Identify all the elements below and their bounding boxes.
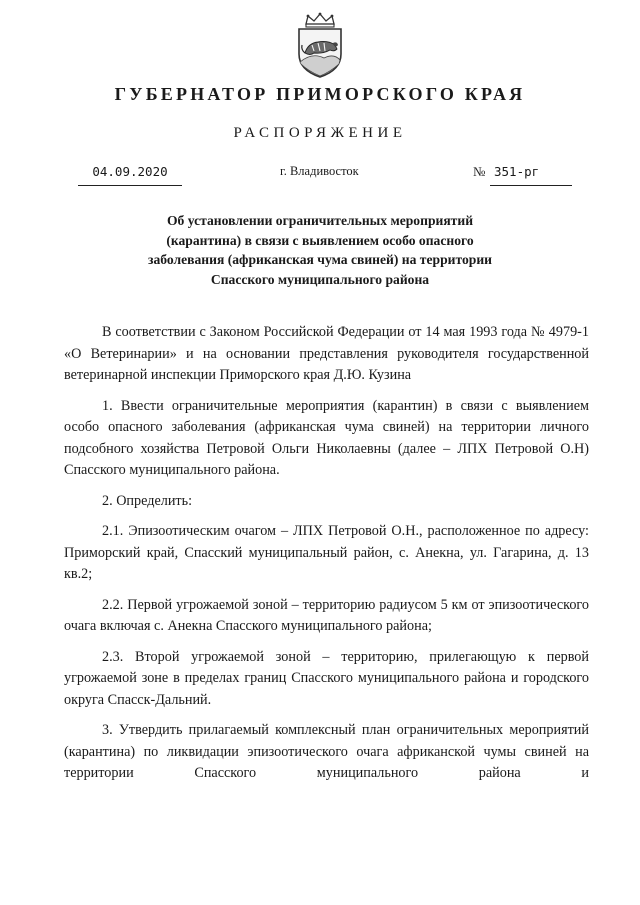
document-date: 04.09.2020: [78, 164, 182, 186]
body-paragraph: 3. Утвердить прилагаемый комплексный план ограничительных мероприятий (карантина) по ликвидации эпизоотического очага африканской чумы свиней на территории Спасского муниципального района и: [64, 722, 589, 781]
title-line: Спасского муниципального района: [210, 271, 430, 287]
title-line: заболевания (африканская чума свиней) на территории: [148, 252, 492, 267]
organization-name: ГУБЕРНАТОР ПРИМОРСКОГО КРАЯ: [114, 84, 526, 104]
document-body: [64, 322, 589, 794]
title-line: Об установлении ограничительных мероприятий: [166, 213, 474, 228]
body-paragraph: 2.1. Эпизоотическим очагом – ЛПХ Петровой О.Н., расположенное по адресу: Приморский край, Спасский муниципальный район, с. Анекна, ул. Гагарина, д. 13 кв.2;: [64, 523, 589, 582]
body-paragraph: В соответствии с Законом Российской Федерации от 14 мая 1993 года № 4979-1 «О Ветеринарии» и на основании представления руководителя государственной ветеринарной инспекции Приморского края Д.Ю. Кузина: [64, 324, 589, 383]
document-city: г. Владивосток: [280, 164, 359, 178]
body-paragraph: 2. Определить:: [102, 492, 193, 509]
body-paragraph: 1. Ввести ограничительные мероприятия (карантин) в связи с выявлением особо опасного заболевания (африканская чума свиней) на территории личного подсобного хозяйства Петровой Ольги Николаевны (далее – ЛПХ Петровой О.Н) Спасского муниципального района.: [64, 397, 589, 478]
document-title: [120, 211, 520, 289]
title-line: (карантина) в связи с выявлением особо опасного: [166, 232, 474, 248]
document-type: РАСПОРЯЖЕНИЕ: [233, 125, 407, 141]
body-paragraph: 2.2. Первой угрожаемой зоной – территорию радиусом 5 км от эпизоотического очага включая с. Анекна Спасского муниципального района;: [64, 596, 589, 634]
body-paragraph: 2.3. Второй угрожаемой зоной – территорию, прилегающую к первой угрожаемой зоне в пределах границ Спасского муниципального района и городского округа Спасск-Дальний.: [64, 648, 589, 708]
coat-of-arms-tiger-icon: [290, 10, 350, 80]
document-number-label: №: [473, 164, 486, 179]
document-number: 351-рг: [490, 164, 572, 186]
